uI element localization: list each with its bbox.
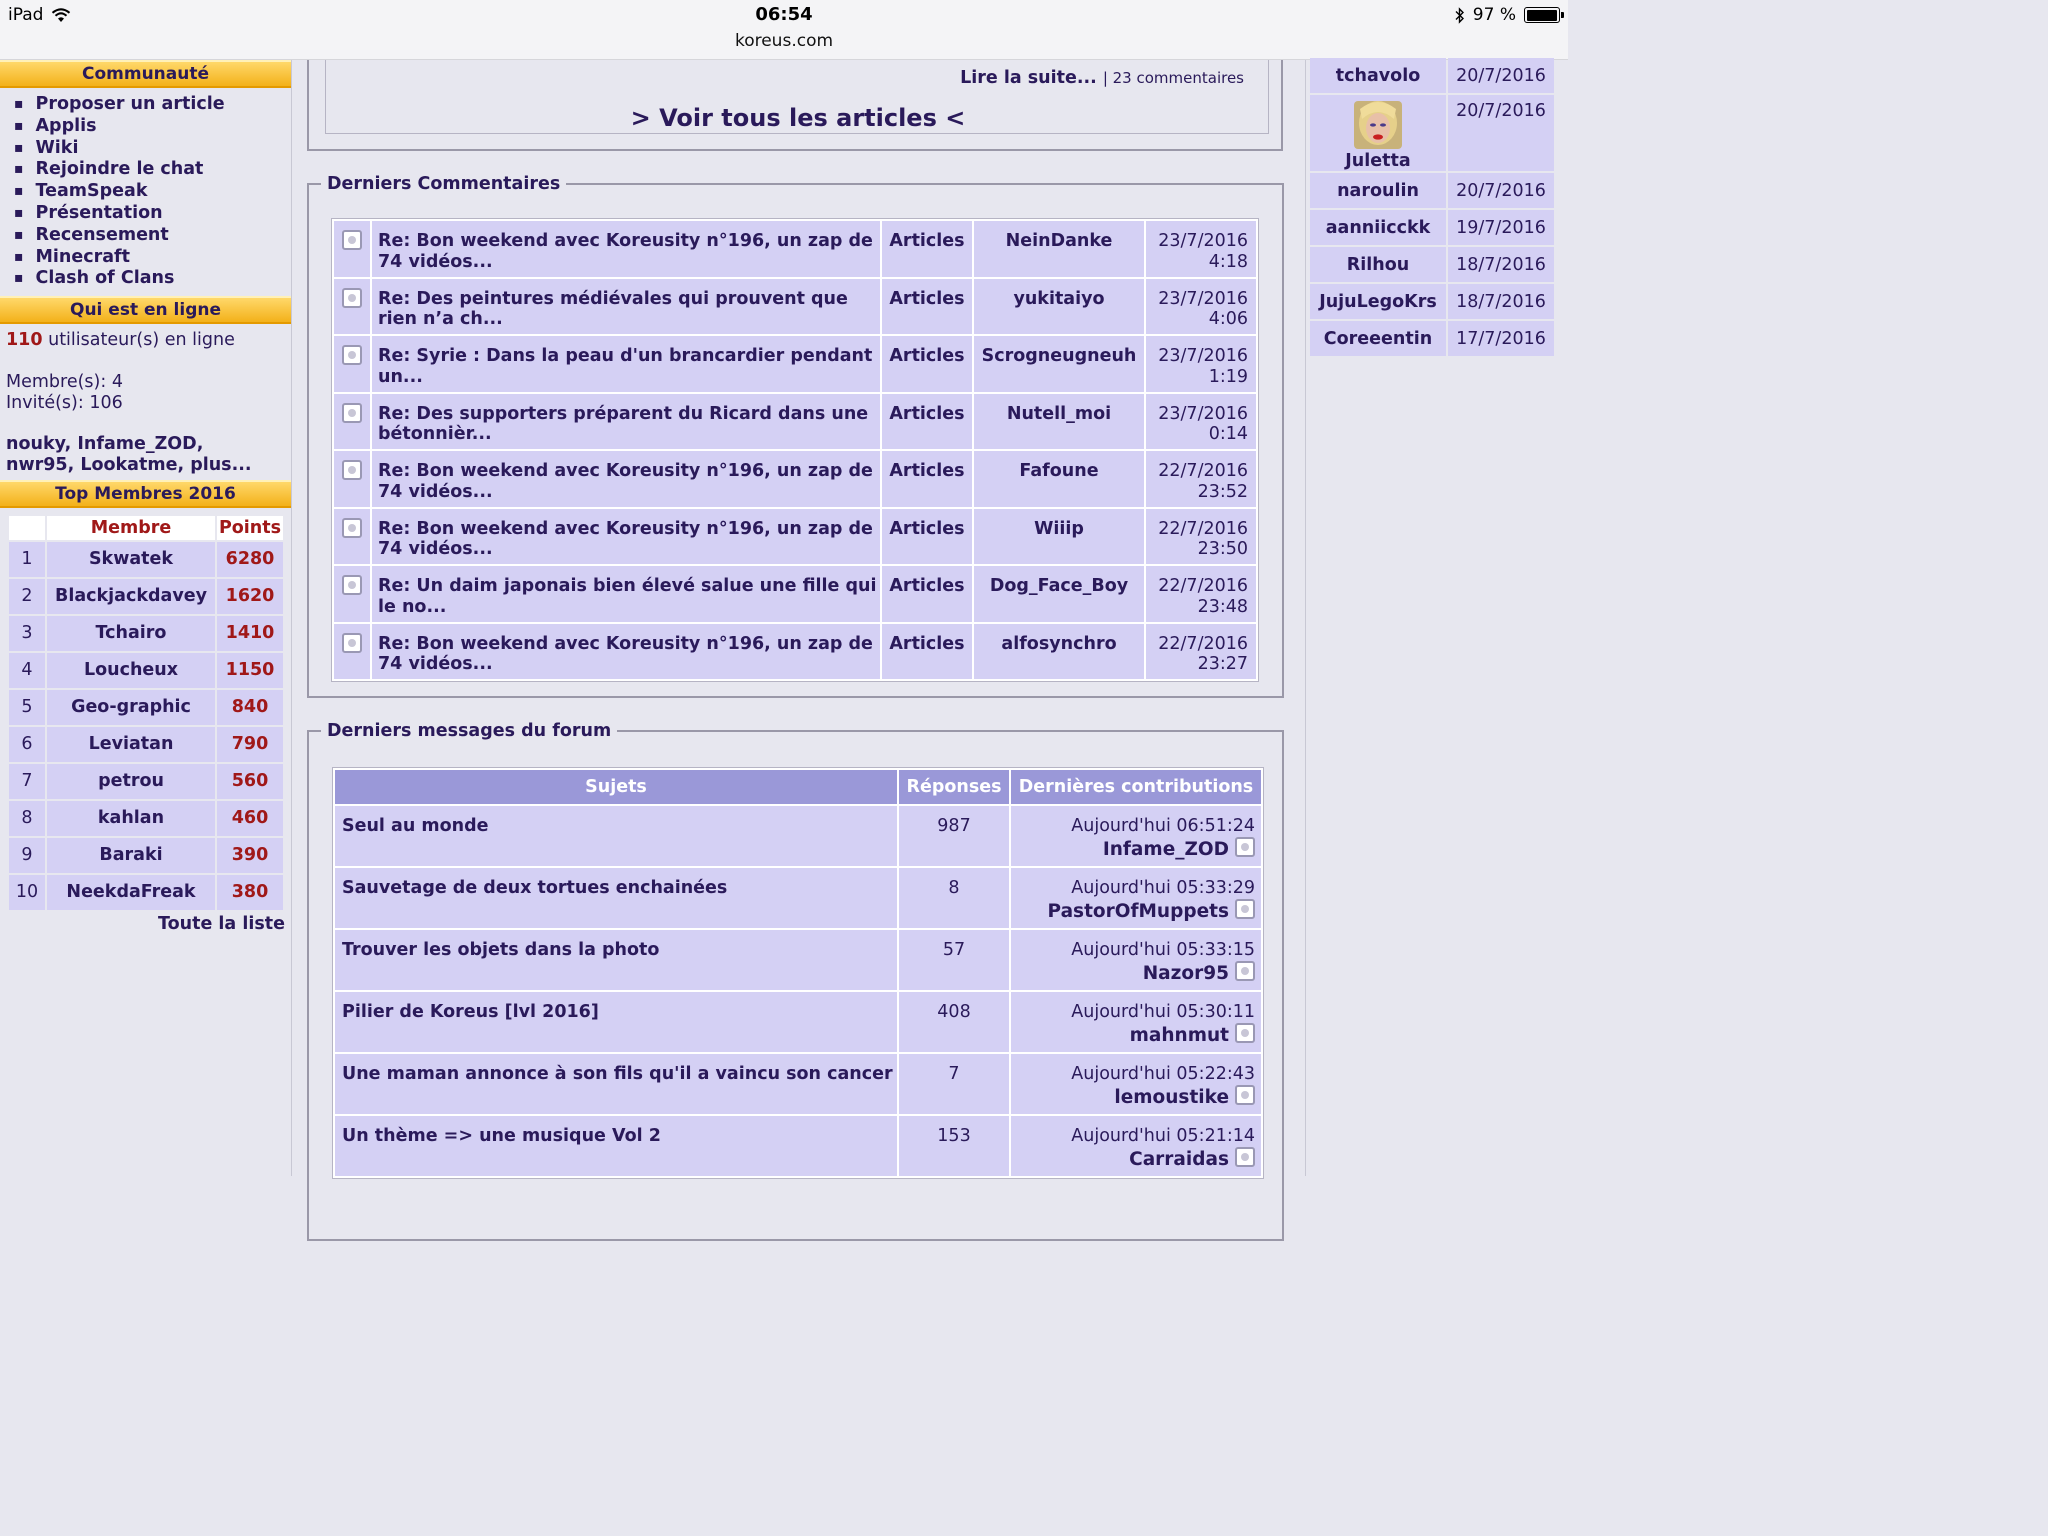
rank: 1	[9, 542, 45, 577]
forum-table	[332, 767, 1264, 1179]
points: 1150	[217, 653, 283, 688]
table-row	[1310, 247, 1554, 282]
table-row	[9, 838, 283, 873]
points: 1410	[217, 616, 283, 651]
latest-comments-title: Derniers Commentaires	[327, 174, 561, 194]
table-row	[334, 279, 1256, 335]
user-link[interactable]: Nutell_moi	[974, 394, 1144, 450]
category-link[interactable]: Articles	[882, 451, 972, 507]
category-link[interactable]: Articles	[882, 221, 972, 277]
table-row	[9, 690, 283, 725]
status-bar	[0, 0, 1568, 60]
points: 560	[217, 764, 283, 799]
topic-link[interactable]: Pilier de Koreus [lvl 2016]	[335, 992, 897, 1052]
rank: 3	[9, 616, 45, 651]
comment-date: 23/7/2016	[1158, 231, 1248, 251]
comment-icon	[342, 460, 362, 480]
points: 460	[217, 801, 283, 836]
table-row	[335, 930, 1261, 990]
comment-icon	[342, 403, 362, 423]
online-count: 110	[6, 330, 43, 351]
last-post-user[interactable]: Infame_ZOD	[1102, 838, 1229, 860]
table-row	[334, 394, 1256, 450]
reply-count: 7	[899, 1054, 1009, 1114]
articles-box-inner	[325, 60, 1269, 134]
menu-item-wiki[interactable]: ▪ Wiki	[14, 138, 291, 160]
comment-time: 23:52	[1197, 481, 1248, 502]
avatar-image	[1354, 101, 1402, 149]
new-members-table	[1308, 56, 1556, 358]
member-link[interactable]: tchavolo	[1310, 58, 1446, 93]
table-row	[1310, 173, 1554, 208]
go-to-post-icon[interactable]	[1235, 1085, 1255, 1105]
last-post-user[interactable]: PastorOfMuppets	[1047, 900, 1229, 922]
comments-table	[331, 218, 1259, 682]
user-link[interactable]: Dog_Face_Boy	[974, 566, 1144, 622]
table-row	[334, 509, 1256, 565]
comment-link[interactable]: Re: Bon weekend avec Koreusity n°196, un zap de 74 vidéos...	[372, 509, 880, 565]
device-label: iPad	[8, 5, 44, 25]
rank: 9	[9, 838, 45, 873]
topic-link[interactable]: Un thème => une musique Vol 2	[335, 1116, 897, 1176]
member-link[interactable]: Baraki	[47, 838, 215, 873]
member-link[interactable]: naroulin	[1310, 173, 1446, 208]
member-link[interactable]: Geo-graphic	[47, 690, 215, 725]
table-row	[334, 451, 1256, 507]
table-row	[1310, 284, 1554, 319]
top-header-member: Membre	[47, 516, 215, 540]
menu-item-presentation[interactable]: ▪ Présentation	[14, 203, 291, 225]
table-row	[9, 542, 283, 577]
right-sidebar	[1305, 60, 1568, 1176]
table-row	[335, 992, 1261, 1052]
go-to-post-icon[interactable]	[1235, 837, 1255, 857]
topic-link[interactable]: Seul au monde	[335, 806, 897, 866]
online-header: Qui est en ligne	[0, 296, 291, 324]
points: 1620	[217, 579, 283, 614]
points: 390	[217, 838, 283, 873]
category-link[interactable]: Articles	[882, 624, 972, 680]
comment-date: 22/7/2016	[1158, 633, 1248, 654]
status-right	[1455, 5, 1560, 25]
points: 380	[217, 875, 283, 910]
last-post-user[interactable]: mahnmut	[1129, 1024, 1229, 1046]
top-header-points: Points	[218, 517, 282, 538]
points: 790	[217, 727, 283, 762]
category-link[interactable]: Articles	[882, 336, 972, 392]
table-row	[9, 653, 283, 688]
category-link[interactable]: Articles	[882, 566, 972, 622]
latest-comments-box	[307, 174, 1284, 698]
topic-link[interactable]: Une maman annonce à son fils qu'il a vaincu son cancer	[335, 1054, 897, 1114]
menu-item-minecraft[interactable]: ▪ Minecraft	[14, 247, 291, 269]
member-link[interactable]: kahlan	[47, 801, 215, 836]
comment-date: 22/7/2016	[1158, 576, 1248, 596]
top-header-rank	[9, 516, 45, 540]
category-link[interactable]: Articles	[882, 509, 972, 565]
topic-link[interactable]: Sauvetage de deux tortues enchainées	[335, 868, 897, 928]
online-users-line1[interactable]: nouky, Infame_ZOD,	[6, 434, 204, 455]
comment-icon	[342, 575, 362, 595]
comment-icon	[342, 633, 362, 653]
forum-messages-box	[307, 721, 1284, 1241]
points: 840	[217, 690, 283, 725]
comment-date: 23/7/2016	[1158, 288, 1248, 309]
comment-link[interactable]: Re: Un daim japonais bien élevé salue une fille qui le no...	[372, 566, 880, 622]
category-link[interactable]: Articles	[882, 279, 972, 335]
table-row	[9, 727, 283, 762]
comment-time: 1:19	[1208, 366, 1248, 387]
menu-item-applis[interactable]: ▪ Applis	[14, 116, 291, 138]
table-row	[334, 221, 1256, 277]
avatar[interactable]	[1354, 101, 1402, 149]
join-date: 19/7/2016	[1448, 210, 1554, 245]
member-link[interactable]: Skwatek	[47, 542, 215, 577]
join-date: 18/7/2016	[1448, 247, 1554, 282]
member-link[interactable]: Tchairo	[47, 616, 215, 651]
user-link[interactable]: NeinDanke	[974, 221, 1144, 277]
table-row	[335, 1116, 1261, 1176]
forum-messages-title: Derniers messages du forum	[327, 721, 612, 741]
join-date: 18/7/2016	[1448, 284, 1554, 319]
table-row	[1310, 95, 1554, 171]
rank: 4	[9, 653, 45, 688]
rank: 5	[9, 690, 45, 725]
menu-item-proposer[interactable]: ▪ Proposer un article	[14, 94, 291, 116]
last-post-time: Aujourd'hui 05:33:15	[1071, 940, 1255, 960]
table-row	[9, 764, 283, 799]
user-link[interactable]: Scrogneugneuh	[974, 336, 1144, 392]
comment-link[interactable]: Re: Syrie : Dans la peau d'un brancardier pendant un...	[372, 336, 880, 392]
last-post-user[interactable]: lemoustike	[1114, 1086, 1229, 1108]
battery-icon	[1524, 7, 1560, 23]
last-post-time: Aujourd'hui 05:30:11	[1071, 1002, 1255, 1022]
member-link[interactable]: Loucheux	[47, 653, 215, 688]
forum-header-replies: Réponses	[899, 770, 1009, 804]
table-row	[335, 868, 1261, 928]
member-link[interactable]: Leviatan	[47, 727, 215, 762]
member-link[interactable]: Blackjackdavey	[47, 579, 215, 614]
last-post-user[interactable]: Nazor95	[1142, 962, 1229, 984]
address-bar-url[interactable]: koreus.com	[734, 31, 834, 51]
last-post-time: Aujourd'hui 06:51:24	[1071, 816, 1255, 836]
member-link[interactable]: petrou	[47, 764, 215, 799]
clock: 06:54	[755, 4, 813, 25]
comment-time: 4:06	[1208, 309, 1248, 330]
online-users-line2[interactable]: nwr95, Lookatme, plus...	[6, 454, 252, 475]
table-row	[1310, 321, 1554, 356]
category-link[interactable]: Articles	[882, 394, 972, 450]
member-link[interactable]: JujuLegoKrs	[1310, 284, 1446, 319]
guests-online: Invité(s): 106	[6, 392, 123, 413]
reply-count: 57	[899, 930, 1009, 990]
join-date: 17/7/2016	[1448, 321, 1554, 356]
online-panel	[0, 324, 291, 480]
battery-percent: 97 %	[1472, 5, 1516, 25]
comment-date: 22/7/2016	[1158, 518, 1248, 539]
reply-count: 987	[899, 806, 1009, 866]
menu-item-clash[interactable]: ▪ Clash of Clans	[14, 268, 291, 290]
top-members-table	[7, 514, 285, 912]
table-row	[334, 566, 1256, 622]
table-row	[334, 336, 1256, 392]
read-more-link[interactable]: Lire la suite...	[960, 68, 1097, 88]
community-header: Communauté	[0, 60, 291, 88]
comment-time: 23:27	[1197, 654, 1248, 675]
rank: 8	[9, 801, 45, 836]
rank: 6	[9, 727, 45, 762]
comment-link[interactable]: Re: Bon weekend avec Koreusity n°196, un zap de 74 vidéos...	[372, 451, 880, 507]
comment-time: 0:14	[1208, 424, 1248, 445]
reply-count: 8	[899, 868, 1009, 928]
comment-date: 23/7/2016	[1158, 403, 1248, 424]
bluetooth-icon	[1455, 7, 1465, 24]
member-link[interactable]: Coreeentin	[1310, 321, 1446, 356]
forum-header-subjects: Sujets	[335, 770, 897, 804]
top-members-header: Top Membres 2016	[0, 480, 291, 508]
table-row	[334, 624, 1256, 680]
table-row	[9, 875, 283, 910]
comment-icon	[342, 518, 362, 538]
user-link[interactable]: Fafoune	[974, 451, 1144, 507]
last-post-time: Aujourd'hui 05:33:29	[1071, 878, 1255, 898]
comment-date: 23/7/2016	[1158, 346, 1248, 366]
member-link[interactable]: NeekdaFreak	[47, 875, 215, 910]
comment-date: 22/7/2016	[1158, 461, 1248, 481]
menu-item-recensement[interactable]: ▪ Recensement	[14, 225, 291, 247]
comment-time: 23:50	[1197, 539, 1248, 560]
table-row	[9, 579, 283, 614]
menu-item-teamspeak[interactable]: ▪ TeamSpeak	[14, 181, 291, 203]
points: 6280	[217, 542, 283, 577]
join-date: 20/7/2016	[1448, 173, 1554, 208]
comment-icon	[342, 288, 362, 308]
table-row	[335, 1054, 1261, 1114]
comment-link[interactable]: Re: Bon weekend avec Koreusity n°196, un zap de 74 vidéos...	[372, 624, 880, 680]
online-suffix: utilisateur(s) en ligne	[48, 330, 235, 351]
comment-time: 23:48	[1197, 596, 1248, 617]
reply-count: 153	[899, 1116, 1009, 1176]
full-list-link[interactable]: Toute la liste	[158, 913, 285, 934]
comment-time: 4:18	[1208, 251, 1248, 272]
see-all-articles-link[interactable]: > Voir tous les articles <	[630, 104, 966, 132]
join-date: 20/7/2016	[1448, 95, 1554, 171]
join-date: 20/7/2016	[1448, 58, 1554, 93]
go-to-post-icon[interactable]	[1235, 1147, 1255, 1167]
menu-item-chat[interactable]: ▪ Rejoindre le chat	[14, 159, 291, 181]
forum-header-last: Dernières contributions	[1011, 770, 1261, 804]
user-link[interactable]: alfosynchro	[974, 624, 1144, 680]
member-link[interactable]: aanniicckk	[1310, 210, 1446, 245]
rank: 10	[9, 875, 45, 910]
table-row	[1310, 210, 1554, 245]
go-to-post-icon[interactable]	[1235, 961, 1255, 981]
go-to-post-icon[interactable]	[1235, 1023, 1255, 1043]
table-row	[9, 616, 283, 651]
community-menu	[0, 88, 291, 296]
table-row	[1310, 58, 1554, 93]
rank: 7	[9, 764, 45, 799]
comment-link[interactable]: Re: Bon weekend avec Koreusity n°196, un zap de 74 vidéos...	[372, 221, 880, 277]
user-link[interactable]: Wiiip	[974, 509, 1144, 565]
table-row	[9, 801, 283, 836]
comments-count-link[interactable]: | 23 commentaires	[1102, 69, 1244, 87]
articles-box	[307, 60, 1283, 151]
topic-link[interactable]: Trouver les objets dans la photo	[335, 930, 897, 990]
last-post-user[interactable]: Carraidas	[1129, 1148, 1229, 1170]
left-sidebar	[0, 60, 292, 1176]
user-link[interactable]: yukitaiyo	[974, 279, 1144, 335]
online-count-line	[6, 330, 285, 351]
comment-icon	[342, 345, 362, 365]
member-link[interactable]: Rilhou	[1310, 247, 1446, 282]
table-row	[335, 806, 1261, 866]
comment-link[interactable]: Re: Des peintures médiévales qui prouvent que rien n’a ch...	[372, 279, 880, 335]
rank: 2	[9, 579, 45, 614]
comment-link[interactable]: Re: Des supporters préparent du Ricard dans une bétonnièr...	[372, 394, 880, 450]
members-online: Membre(s): 4	[6, 371, 123, 392]
read-more-line	[960, 68, 1244, 88]
comment-icon	[342, 230, 362, 250]
last-post-time: Aujourd'hui 05:21:14	[1071, 1126, 1255, 1146]
go-to-post-icon[interactable]	[1235, 899, 1255, 919]
member-link[interactable]: Juletta	[1345, 151, 1411, 171]
reply-count: 408	[899, 992, 1009, 1052]
last-post-time: Aujourd'hui 05:22:43	[1071, 1064, 1255, 1084]
